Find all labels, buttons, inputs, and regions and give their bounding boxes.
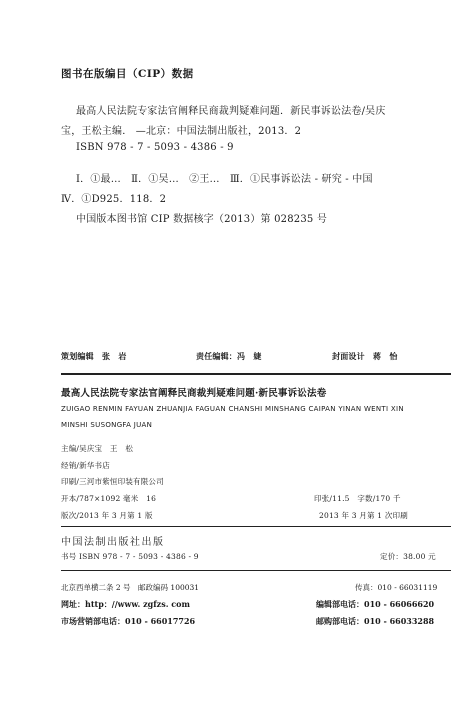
book-number: 书号 ISBN 978 - 7 - 5093 - 4386 - 9: [61, 552, 199, 561]
format: 开本/787×1092 毫米 16: [61, 494, 157, 503]
fax: 传真：010 - 66031119: [355, 583, 438, 592]
printing: 2013 年 3 月第 1 次印刷: [319, 511, 408, 520]
distributor: 经销/新华书店: [61, 461, 110, 470]
cip-responsibility-line: 宝，王松主编． —北京：中国法制出版社，2013．2: [61, 126, 302, 137]
divider-top: [61, 373, 451, 375]
divider-bottom: [61, 570, 451, 571]
responsible-editor: 责任编辑：冯 婕: [196, 351, 262, 361]
address: 北京西单横二条 2 号 邮政编码 100031: [61, 583, 200, 592]
cip-verification-number: 中国版本图书馆 CIP 数据核字（2013）第 028235 号: [76, 214, 328, 225]
cip-title-line: 最高人民法院专家法官阐释民商裁判疑难问题．新民事诉讼法卷/吴庆: [76, 106, 386, 117]
edition: 版次/2013 年 3 月第 1 版: [61, 511, 153, 520]
marketing-phone: 市场营销部电话：010 - 66017726: [61, 616, 196, 626]
publisher-name: 中国法制出版社出版: [61, 537, 165, 548]
book-title-pinyin-1: ZUIGAO RENMIN FAYUAN ZHUANJIA FAGUAN CHANSHI MINSHANG CAIPAN YINAN WENTI XIN: [61, 405, 404, 413]
cip-isbn: ISBN 978 - 7 - 5093 - 4386 - 9: [76, 142, 234, 153]
cip-classification-2: Ⅳ．①D925．118．2: [61, 194, 167, 205]
sheets-and-wordcount: 印张/11.5 字数/170 千: [314, 494, 401, 503]
editorial-phone: 编辑部电话：010 - 66066620: [316, 599, 435, 609]
website: 网址：http：//www. zgfzs. com: [61, 599, 190, 609]
printer: 印刷/三河市紫恒印装有限公司: [61, 477, 164, 486]
cip-heading: 图书在版编目（CIP）数据: [61, 68, 194, 80]
book-title: 最高人民法院专家法官阐释民商裁判疑难问题·新民事诉讼法卷: [61, 388, 327, 399]
mailorder-phone: 邮购部电话：010 - 66033288: [316, 616, 435, 626]
planning-editor: 策划编辑 张 岩: [61, 351, 127, 361]
cip-classification-1: Ⅰ．①最… Ⅱ．①吴… ②王… Ⅲ．①民事诉讼法 - 研究 - 中国: [76, 174, 373, 185]
book-title-pinyin-2: MINSHI SUSONGFA JUAN: [61, 421, 153, 429]
divider-middle: [61, 526, 451, 527]
price: 定价：38.00 元: [380, 552, 436, 561]
editors-in-chief: 主编/吴庆宝 王 松: [61, 444, 134, 453]
cover-designer: 封面设计 蒋 怡: [332, 351, 398, 361]
